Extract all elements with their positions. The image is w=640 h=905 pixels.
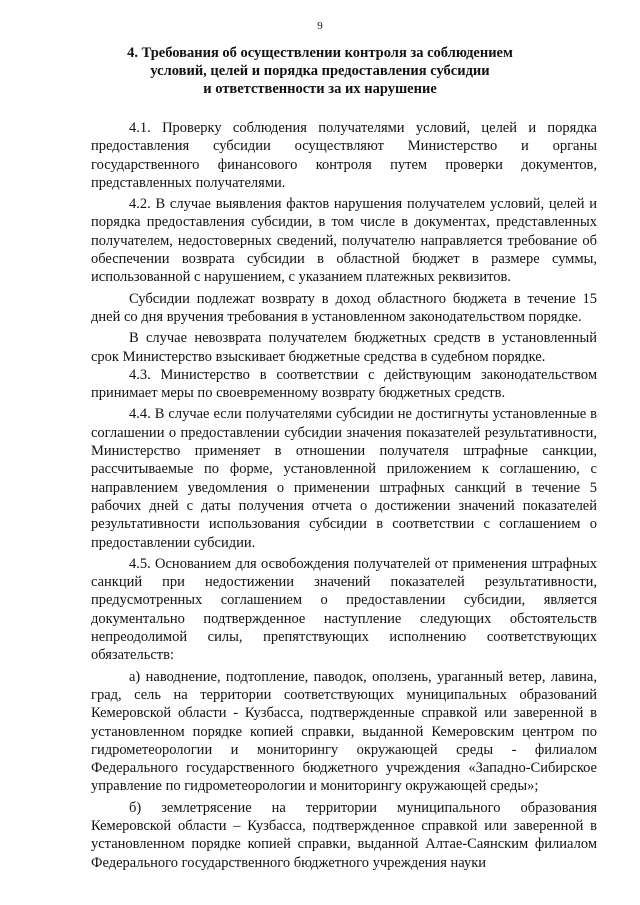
page-number: 9: [317, 20, 323, 32]
paragraph-4-1: 4.1. Проверку соблюдения получателями условий, целей и порядка предоставления субсидии осуществляют Министерство и органы государственного финансового контроля путем проверки документов, представленных получателями.: [91, 120, 597, 191]
paragraph-item-b: б) землетрясение на территории муниципального образования Кемеровской области – Кузбасса, подтвержденное справкой или заверенной в установленном порядке копией справки, выданной Алтае-Саянским филиалом Федерального государственного бюджетного учреждения науки: [91, 799, 597, 871]
heading-line-3: и ответственности за их нарушение: [203, 81, 437, 97]
document-body: [91, 119, 597, 872]
paragraph-nonreturn: В случае невозврата получателем бюджетных средств в установленный срок Министерство взыскивает бюджетные средства в судебном порядке.: [91, 330, 597, 365]
section-heading: [100, 44, 540, 98]
paragraph-4-3: 4.3. Министерство в соответствии с действующим законодательством принимает меры по своевременному возврату бюджетных средств.: [91, 366, 597, 402]
paragraph-4-5: 4.5. Основанием для освобождения получателей от применения штрафных санкций при недостижении значений показателей результативности, предусмотренных соглашением о предоставлении субсидии, является документально подтвержденное наступление следующих обстоятельств непреодолимой силы, препятствующих исполнению соответствующих обязательств:: [91, 555, 597, 664]
paragraph-refund: Субсидии подлежат возврату в доход областного бюджета в течение 15 дней со дня вручения требования в установленном законодательством порядке.: [91, 290, 597, 325]
paragraph-4-4: 4.4. В случае если получателями субсидии не достигнуты установленные в соглашении о предоставлении субсидии значения показателей результативности, Министерство применяет в отношении получателя штрафные санкции, рассчитываемые по форме, установленной приложением к соглашению, с направлением уведомления о применении штрафных санкций в течение 5 рабочих дней с даты получения отчета о достижении значений показателей результативности использования субсидии в соответствии с соглашением о предоставлении субсидии.: [91, 406, 597, 551]
paragraph-4-2: 4.2. В случае выявления фактов нарушения получателем условий, целей и порядка предоставления субсидии, в том числе в документах, представленных получателем, недостоверных сведений, получателю направляется требование об обеспечении возврата субсидии в областной бюджет в размере суммы, использованной с нарушением, с указанием платежных реквизитов.: [91, 196, 597, 286]
paragraph-item-a: а) наводнение, подтопление, паводок, оползень, ураганный ветер, лавина, град, сель на территории соответствующих муниципальных образований Кемеровской области - Кузбасса, подтвержденные справкой или заверенной в установленном порядке копией справки, выданной Кемеровским центром по гидрометеорологии и мониторингу окружающей среды - филиалом Федерального государственного бюджетного учреждения «Западно-Сибирское управление по гидрометеорологии и мониторингу окружающей среды»;: [91, 668, 597, 795]
heading-line-1: 4. Требования об осуществлении контроля за соблюдением: [127, 45, 513, 61]
heading-line-2: условий, целей и порядка предоставления субсидии: [150, 63, 490, 79]
